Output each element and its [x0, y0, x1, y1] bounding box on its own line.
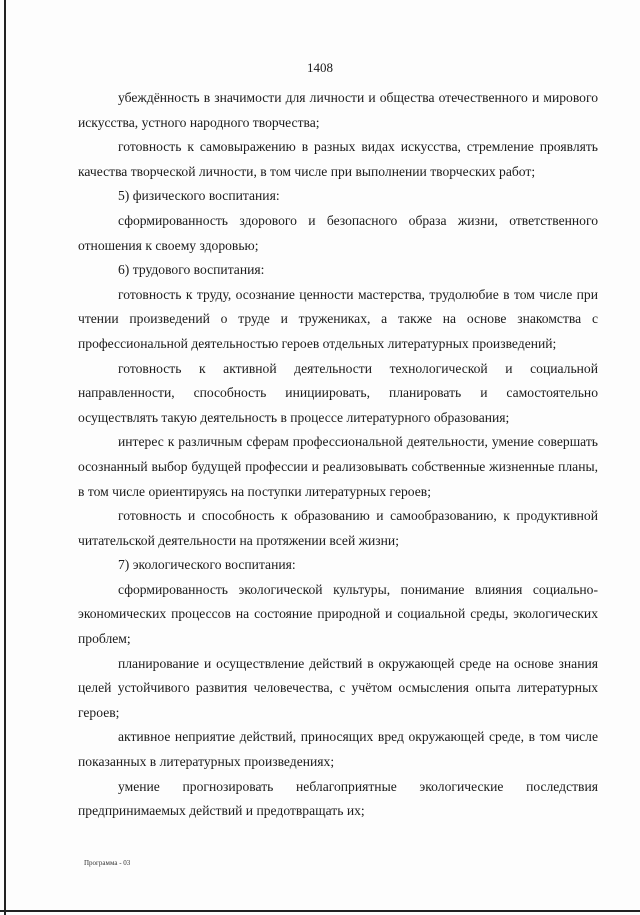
paragraph: сформированность экологической культуры, понимание влияния социально-экономических процессов на состояние природной и социальной среды, экологических проблем;: [78, 581, 598, 647]
paragraph: активное неприятие действий, приносящих вред окружающей среде, в том числе показанных в литературных произведениях;: [78, 729, 598, 770]
body-text: [78, 86, 598, 824]
paragraph: убеждённость в значимости для личности и общества отечественного и мирового искусства, устного народного творчества;: [78, 90, 598, 130]
paragraph: готовность к самовыражению в разных видах искусства, стремление проявлять качества творческой личности, в том числе при выполнении творческих работ;: [78, 139, 598, 179]
footer-label: Программа - 03: [84, 859, 131, 867]
scan-border-bottom: [0, 910, 640, 912]
page-number: 1408: [307, 60, 333, 75]
paragraph: планирование и осуществление действий в окружающей среде на основе знания целей устойчивого развития человечества, с учётом осмысления опыта литературных героев;: [78, 655, 598, 720]
paragraph: сформированность здорового и безопасного образа жизни, ответственного отношения к своему здоровью;: [78, 212, 598, 253]
section-heading: 7) экологического воспитания:: [118, 557, 296, 573]
paragraph: интерес к различным сферам профессиональной деятельности, умение совершать осознанный выбор будущей профессии и реализовывать собственные жизненные планы, в том числе ориентируясь на поступки литературных героев;: [78, 434, 598, 499]
paragraph: готовность и способность к образованию и самообразованию, к продуктивной читательской деятельности на протяжении всей жизни;: [78, 508, 598, 548]
scan-border-left: [4, 0, 6, 915]
paragraph: умение прогнозировать неблагоприятные экологические последствия предпринимаемых действий и предотвращать их;: [78, 778, 598, 819]
section-heading: 6) трудового воспитания:: [118, 262, 265, 278]
section-heading: 5) физического воспитания:: [118, 188, 280, 204]
paragraph: готовность к труду, осознание ценности мастерства, трудолюбие в том числе при чтении произведений о труде и тружениках, а также на основе знакомства с профессиональной деятельностью героев отдельных литературных произведений;: [78, 286, 598, 351]
paragraph: готовность к активной деятельности технологической и социальной направленности, способность инициировать, планировать и самостоятельно осуществлять такую деятельность в процессе литературного образования;: [78, 360, 598, 425]
